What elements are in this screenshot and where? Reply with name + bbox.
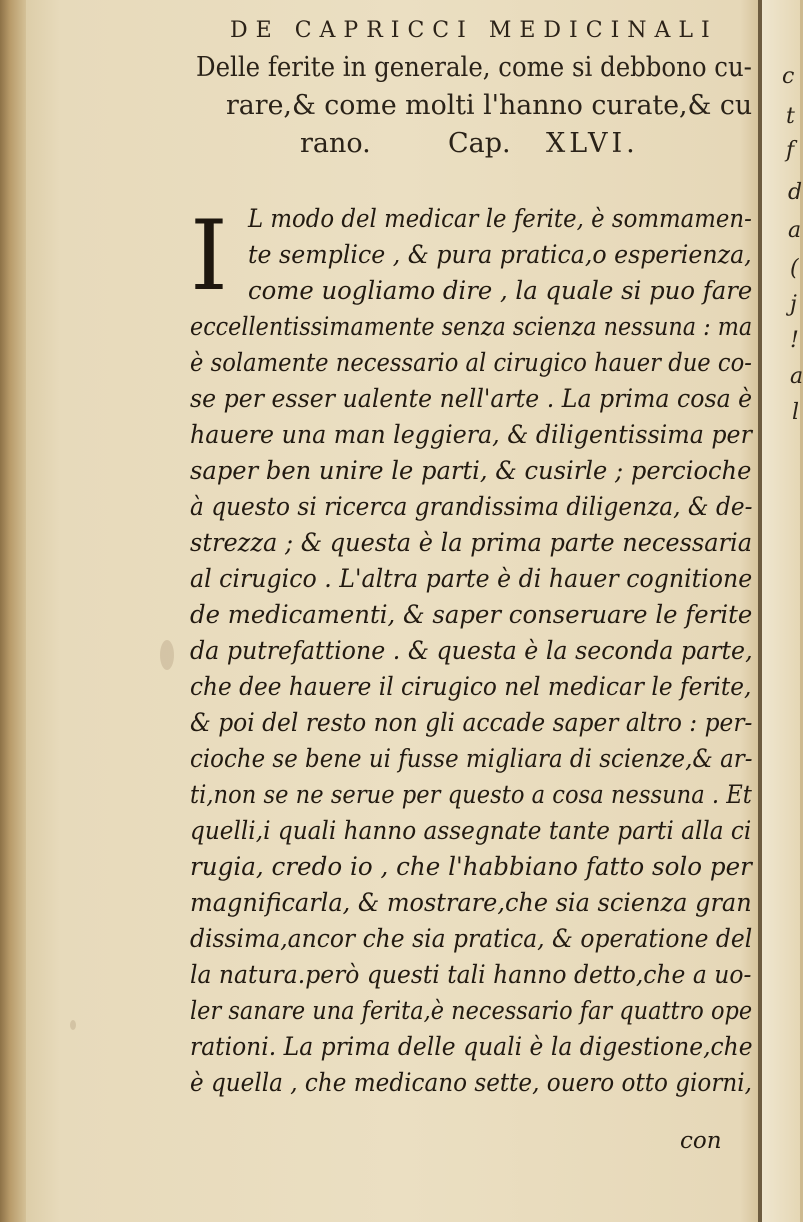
next-page-letter: t (786, 104, 795, 129)
body-line: se per esser ualente nell'arte . La prima cosa è (190, 384, 753, 413)
running-head: DE CAPRICCI MEDICINALI (230, 18, 718, 43)
body-line: al cirugico . L'altra parte è di hauer cognitione (190, 564, 753, 593)
next-page-letter: d (788, 180, 803, 205)
next-page-letter: ( (790, 256, 799, 281)
next-page-letter: f (786, 138, 795, 163)
next-page-letter: ! (790, 328, 799, 353)
body-line: da putrefattione . & questa è la seconda parte, (190, 636, 753, 665)
body-line: è quella , che medicano sette, ouero otto giorni, (190, 1068, 752, 1097)
page-stain (70, 1020, 76, 1030)
chapter-heading-line-2: rare,& come molti l'hanno curate,& cu (226, 90, 753, 121)
body-line: ti,non se ne serue per questo a cosa nessuna . Et (190, 780, 752, 809)
next-page-letter: j (790, 292, 797, 317)
body-line: quelli,i quali hanno assegnate tante parti alla ci (190, 816, 752, 845)
chapter-heading-line-3a: rano. (300, 128, 371, 159)
body-line: è solamente necessario al cirugico hauer due co- (190, 348, 752, 377)
body-line: te semplice , & pura pratica,o esperienza, (248, 240, 752, 269)
body-line: de medicamenti, & saper conseruare le ferite (190, 600, 753, 629)
catchword: con (680, 1128, 722, 1154)
next-page-letter: a (788, 218, 802, 243)
body-line: strezza ; & questa è la prima parte necessaria (190, 528, 753, 557)
body-line: dissima,ancor che sia pratica, & operatione del (190, 924, 753, 953)
body-line: L modo del medicar le ferite, è sommamen- (248, 204, 752, 233)
body-line: à questo si ricerca grandissima diligenza, & de- (190, 492, 753, 521)
body-line: la natura.però questi tali hanno detto,che a uo- (190, 960, 752, 989)
next-page-sliver (762, 0, 803, 1222)
next-page-letter: l (792, 400, 800, 425)
chapter-heading-line-1: Delle ferite in generale, come si debbono cu- (196, 52, 752, 83)
body-line: cioche se bene ui fusse migliara di scienze,& ar- (190, 744, 753, 773)
body-line: come uogliamo dire , la quale si puo fare (248, 276, 753, 305)
next-page-letter: c (782, 64, 795, 89)
body-line: saper ben unire le parti, & cusirle ; percioche (190, 456, 752, 485)
next-page-letter: a (790, 364, 803, 389)
drop-cap: I (190, 200, 228, 312)
body-line: rationi. La prima delle quali è la digestione,che (190, 1032, 753, 1061)
body-line: & poi del resto non gli accade saper altro : per- (190, 708, 753, 737)
body-line: ler sanare una ferita,è necessario far quattro ope (190, 996, 753, 1025)
chapter-heading-line-3b: Cap. (448, 128, 511, 159)
page-stain (160, 640, 174, 670)
body-line: che dee hauere il cirugico nel medicar le ferite, (190, 672, 752, 701)
body-line: rugia, credo io , che l'habbiano fatto solo per (190, 852, 752, 881)
body-line: eccellentissimamente senza scienza nessuna : ma (190, 312, 753, 341)
chapter-number: XLVI. (546, 128, 639, 159)
body-line: hauere una man leggiera, & diligentissima per (190, 420, 752, 449)
book-gutter (0, 0, 26, 1222)
body-line: magnificarla, & mostrare,che sia scienza gran (190, 888, 752, 917)
